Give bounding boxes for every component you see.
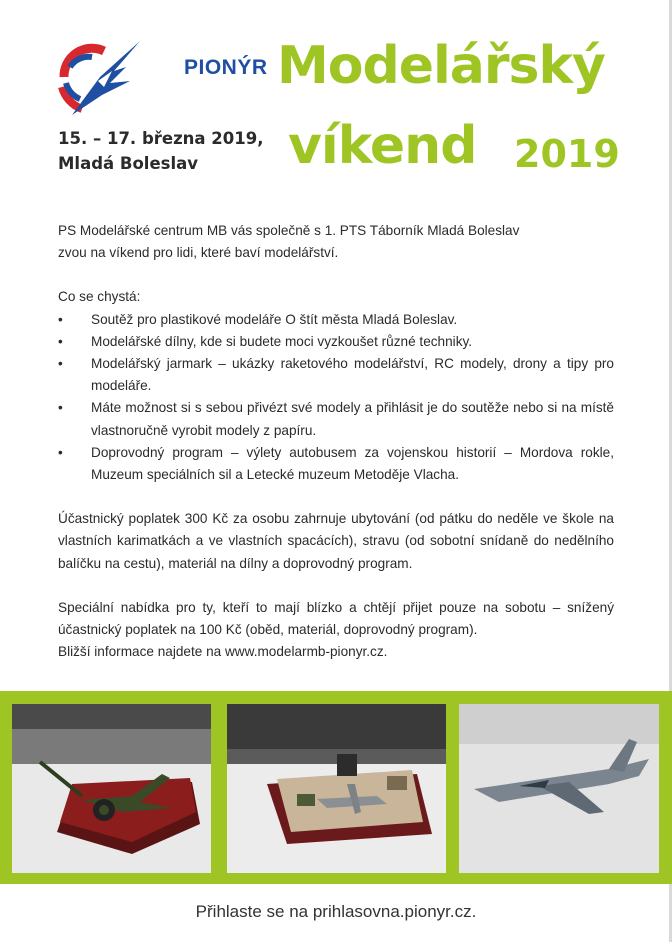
title-line-1: Modelářský bbox=[277, 36, 605, 96]
list-item: • Modelářský jarmark – ukázky raketového modelářství, RC modely, drony a tipy pro modeláře. bbox=[58, 353, 614, 397]
body-text bbox=[58, 220, 614, 663]
brand-name: PIONÝR bbox=[184, 56, 268, 79]
program-list bbox=[58, 309, 614, 487]
event-date-place bbox=[58, 126, 264, 176]
special-offer: Speciální nabídka pro ty, kteří to mají blízko a chtějí přijet pouze na sobotu – snížený účastnický poplatek na 100 Kč (oběd, materiál, doprovodný program). bbox=[58, 599, 614, 638]
title-line-2: víkend bbox=[288, 116, 477, 176]
list-heading: Co se chystá: bbox=[58, 289, 141, 305]
intro-line-1: PS Modelářské centrum MB vás společně s 1. PTS Táborník Mladá Boleslav bbox=[58, 223, 520, 238]
event-place: Mladá Boleslav bbox=[58, 154, 199, 173]
intro-line-2: zvou na víkend pro lidi, které baví modelářství. bbox=[58, 245, 339, 261]
signup-footer: Přihlaste se na prihlasovna.pionyr.cz. bbox=[195, 902, 477, 921]
photo-artillery-model bbox=[12, 704, 211, 873]
photo-jet-model bbox=[459, 704, 659, 873]
list-item: • Máte možnost si s sebou přivézt své modely a přihlásit je do soutěže nebo si na místě vlastnoručně vyrobit modely z papíru. bbox=[58, 397, 614, 441]
list-item: • Soutěž pro plastikové modeláře O štít města Mladá Boleslav. bbox=[58, 309, 614, 331]
fee-paragraph: Účastnický poplatek 300 Kč za osobu zahrnuje ubytování (od pátku do neděle ve škole na vlastních karimatkách a ve vlastních spacácích), stravu (od sobotní snídaně do nedělního balíčku na cestu), materiál na dílny a doprovodný program. bbox=[58, 511, 614, 571]
pionyr-logo bbox=[52, 37, 268, 117]
event-date: 15. – 17. března 2019, bbox=[58, 129, 264, 148]
list-item: • Doprovodný program – výlety autobusem za vojenskou historií – Mordova rokle, Muzeum speciálních sil a Letecké muzeum Metoděje Vlacha. bbox=[58, 442, 614, 486]
photo-diorama-display bbox=[227, 704, 446, 873]
swallow-emblem-icon bbox=[52, 37, 182, 117]
more-info: Bližší informace najdete na www.modelarmb-pionyr.cz. bbox=[58, 644, 388, 660]
title-year: 2019 bbox=[514, 132, 620, 176]
list-item: • Modelářské dílny, kde si budete moci vyzkoušet různé techniky. bbox=[58, 331, 614, 353]
